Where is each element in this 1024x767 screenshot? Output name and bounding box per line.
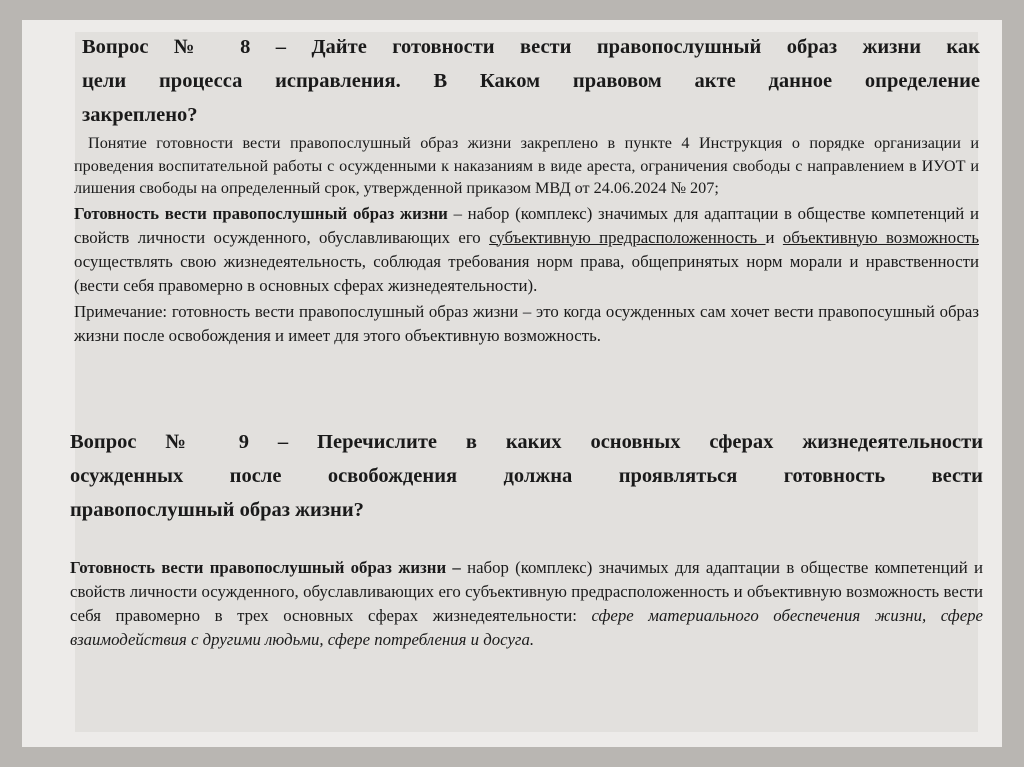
definition-conjunction: и (765, 227, 783, 247)
definition-term: Готовность вести правопослушный образ жизни (74, 203, 448, 223)
question-9-title (70, 425, 983, 527)
question-8-title-line-2: цели процесса исправления. В Каком правовом акте данное определение (82, 70, 980, 92)
question-8-title-line-3: закреплено? (82, 104, 198, 126)
legal-reference-paragraph: Понятие готовности вести правопослушный образ жизни закреплено в пункте 4 Инструкция о порядке организации и проведения воспитательной работы с осужденными к наказаниям в виде ареста, ограничения свободы с направлением в ИУОТ и лишения свободы на определенный срок, утвержденной приказом МВД от 24.06.2024 № 207; (74, 134, 979, 197)
answer-9-paragraph (70, 556, 983, 652)
question-8-title (82, 30, 980, 132)
question-9-title-line-3: правопослушный образ жизни? (70, 499, 364, 521)
question-8-title-line-1: Вопрос № 8 – Дайте готовности вести правопослушный образ жизни как (82, 36, 980, 58)
definition-underlined-subjective: субъективную предрасположенность (489, 227, 766, 247)
definition-text-part-2: осуществлять свою жизнедеятельность, соблюдая требования норм права, общепринятых норм морали и нравственности (вести себя правомерно в основных сферах жизнедеятельности). (74, 251, 979, 295)
note-paragraph: Примечание: готовность вести правопослушный образ жизни – это когда осужденных сам хочет вести правопосушный образ жизни после освобождения и имеет для этого объективную возможность. (74, 301, 979, 345)
answer-9-spheres: сфере материального обеспечения жизни, сфере взаимодействия с другими людьми, сфере потребления и досуга. (70, 606, 983, 649)
question-9-title-line-1: Вопрос № 9 – Перечислите в каких основных сферах жизнедеятельности (70, 431, 983, 453)
definition-paragraph (74, 202, 979, 298)
definition-underlined-objective: объективную возможность (782, 227, 979, 247)
answer-9-text: набор (комплекс) значимых для адаптации в обществе компетенций и свойств личности осужденного, обуславливающих его субъективную предрасположенность и объективную возможность вести себя правомерно в трех основных сферах жизнедеятельности: (70, 558, 983, 625)
question-9-title-line-2: осужденных после освобождения должна проявляться готовность вести (70, 465, 983, 487)
question-8-answer (74, 132, 979, 348)
definition-text-part-1: – набор (комплекс) значимых для адаптации в обществе компетенций и свойств личности осужденного, обуславливающих его (74, 203, 979, 247)
question-9-answer (70, 556, 983, 652)
answer-9-term: Готовность вести правопослушный образ жизни – (70, 558, 461, 577)
